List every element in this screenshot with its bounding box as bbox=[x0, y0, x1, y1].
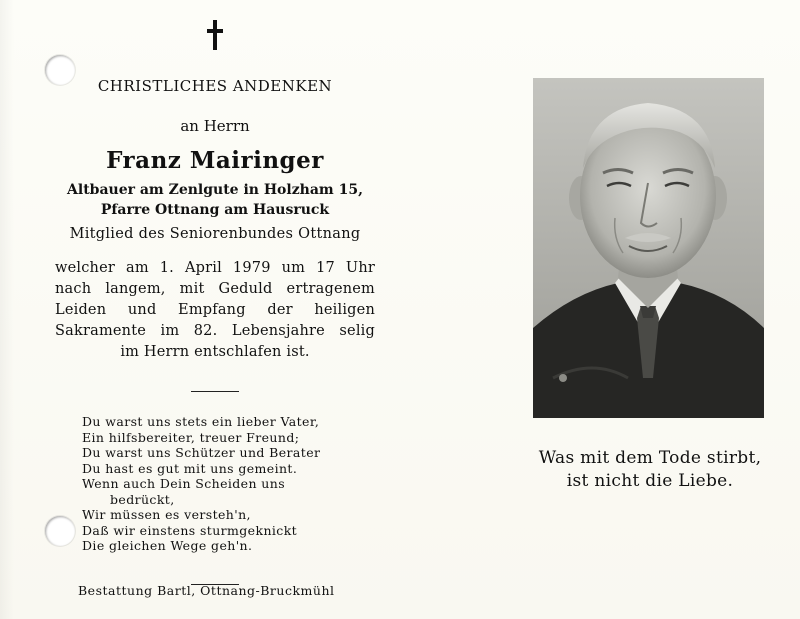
poem-line: Daß wir einstens sturmgeknickt bbox=[82, 522, 298, 538]
obituary-text-column bbox=[55, 72, 375, 585]
salutation: an Herrn bbox=[180, 117, 250, 135]
death-notice-line: Leiden und Empfang der heiligen bbox=[55, 302, 375, 318]
card-heading: CHRISTLICHES ANDENKEN bbox=[97, 77, 333, 95]
poem-line: Ein hilfsbereiter, treuer Freund; bbox=[82, 429, 300, 445]
occupation-line: Pfarre Ottnang am Hausruck bbox=[100, 202, 330, 218]
death-notice-line: im Herrn entschlafen ist. bbox=[120, 344, 310, 360]
divider bbox=[191, 391, 239, 392]
poem-line: Wir müssen es versteh'n, bbox=[82, 507, 251, 522]
poem-line: Du hast es gut mit uns gemeint. bbox=[82, 460, 298, 476]
poem bbox=[82, 414, 375, 554]
occupation-line: Altbauer am Zenlgute in Holzham 15, bbox=[67, 182, 363, 198]
poem-line: Du warst uns Schützer und Berater bbox=[82, 445, 321, 460]
death-notice-line: nach langem, mit Geduld ertragenem bbox=[55, 281, 375, 297]
latin-cross-icon bbox=[206, 20, 224, 50]
undertaker-credit: Bestattung Bartl, Ottnang-Bruckmühl bbox=[78, 583, 335, 598]
poem-line: bedrückt, bbox=[110, 491, 175, 507]
occupation bbox=[55, 180, 375, 220]
membership: Mitglied des Seniorenbundes Ottnang bbox=[69, 226, 361, 242]
death-notice-line: welcher am 1. April 1979 um 17 Uhr bbox=[55, 260, 375, 276]
death-notice-line: Sakramente im 82. Lebensjahre selig bbox=[55, 323, 375, 339]
paper-edge-shadow bbox=[0, 0, 14, 619]
poem-line: Wenn auch Dein Scheiden uns bbox=[82, 476, 286, 491]
poem-line: Die gleichen Wege geh'n. bbox=[82, 538, 253, 553]
memorial-quote bbox=[520, 447, 780, 493]
poem-line: Du warst uns stets ein lieber Vater, bbox=[82, 414, 320, 429]
death-notice bbox=[55, 258, 375, 363]
portrait-photo bbox=[533, 78, 764, 418]
quote-line: Was mit dem Tode stirbt, bbox=[538, 448, 762, 468]
deceased-name: Franz Mairinger bbox=[106, 147, 324, 174]
quote-line: ist nicht die Liebe. bbox=[566, 471, 734, 491]
